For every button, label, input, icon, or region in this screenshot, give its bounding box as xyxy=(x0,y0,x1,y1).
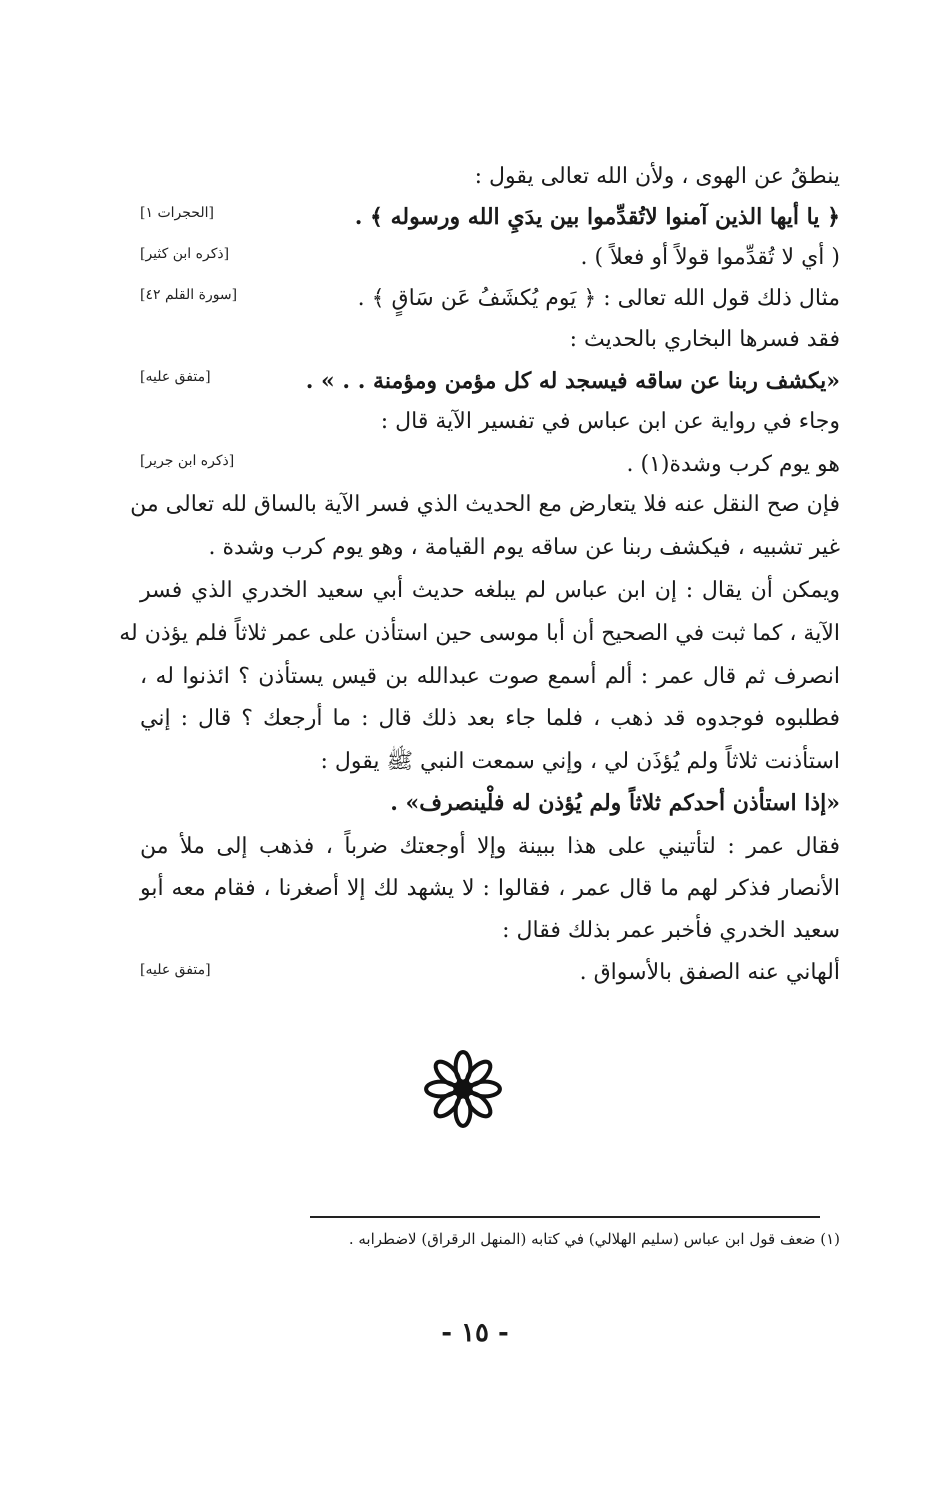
reference-label: [متفق عليه] xyxy=(140,369,211,385)
page-number: - ١٥ - xyxy=(441,1318,509,1348)
text-line: ألهاني عنه الصفق بالأسواق . xyxy=(579,960,840,985)
reference-label: [متفق عليه] xyxy=(140,962,211,978)
footnote-divider xyxy=(310,1216,820,1218)
text-line: سعيد الخدري فأخبر عمر بذلك فقال : xyxy=(502,918,840,943)
text-line: الآية ، كما ثبت في الصحيح أن أبا موسى حين استأذن على عمر ثلاثاً فلم يؤذن له xyxy=(119,621,840,646)
text-line: ينطقُ عن الهوى ، ولأن الله تعالى يقول : xyxy=(474,164,840,189)
reference-label: [الحجرات ١] xyxy=(140,205,214,221)
text-line: انصرف ثم قال عمر : ألم أسمع صوت عبدالله بن قيس يستأذن ؟ ائذنوا له ، xyxy=(140,664,840,689)
text-line: وجاء في رواية عن ابن عباس في تفسير الآية قال : xyxy=(380,409,840,434)
text-line: الأنصار فذكر لهم ما قال عمر ، فقالوا : لا يشهد لك إلا أصغرنا ، فقام معه أبو xyxy=(140,876,840,901)
text-line: ( أي لا تُقدِّموا قولاً أو فعلاً ) . xyxy=(580,245,840,270)
reference-label: [ذكره ابن جرير] xyxy=(140,453,235,469)
hadith-line: «يكشف ربنا عن ساقه فيسجد له كل مؤمن ومؤمنة . . » . xyxy=(305,368,840,394)
text-line: ويمكن أن يقال : إن ابن عباس لم يبلغه حديث أبي سعيد الخدري الذي فسر xyxy=(140,578,840,603)
text-line: فقد فسرها البخاري بالحديث : xyxy=(569,327,840,352)
hadith-line: «إذا استأذن أحدكم ثلاثاً ولم يُؤذن له فلْينصرف» . xyxy=(390,790,840,816)
quran-verse-line: ﴿ يا أيها الذين آمنوا لاتُقدِّموا بين يدَيِ الله ورسوله ﴾ . xyxy=(354,204,840,230)
text-line: استأذنت ثلاثاً ولم يُؤذَن لي ، وإني سمعت النبي ﷺ يقول : xyxy=(320,749,840,774)
reference-label: [سورة القلم ٤٢] xyxy=(140,287,238,303)
text-line: فإن صح النقل عنه فلا يتعارض مع الحديث الذي فسر الآية بالساق لله تعالى من xyxy=(130,492,840,517)
reference-label: [ذكره ابن كثير] xyxy=(140,246,230,262)
text-line: فطلبوه فوجدوه قد ذهب ، فلما جاء بعد ذلك قال : ما أرجعك ؟ قال : إني xyxy=(140,706,840,731)
text-line: مثال ذلك قول الله تعالى : ﴿ يَوم يُكشَفُ عَن سَاقٍ ﴾ . xyxy=(357,286,840,311)
text-line: فقال عمر : لتأتيني على هذا ببينة وإلا أوجعتك ضرباً ، فذهب إلى ملأ من xyxy=(140,834,840,859)
text-line: غير تشبيه ، فيكشف ربنا عن ساقه يوم القيامة ، وهو يوم كرب وشدة . xyxy=(208,535,840,560)
text-line: هو يوم كرب وشدة(١) . xyxy=(626,452,840,477)
footnote: (١) ضعف قول ابن عباس (سليم الهلالي) في كتابه (المنهل الرقراق) لاضطرابه . xyxy=(348,1230,840,1248)
asterisk-flower-ornament-icon xyxy=(422,1048,504,1130)
